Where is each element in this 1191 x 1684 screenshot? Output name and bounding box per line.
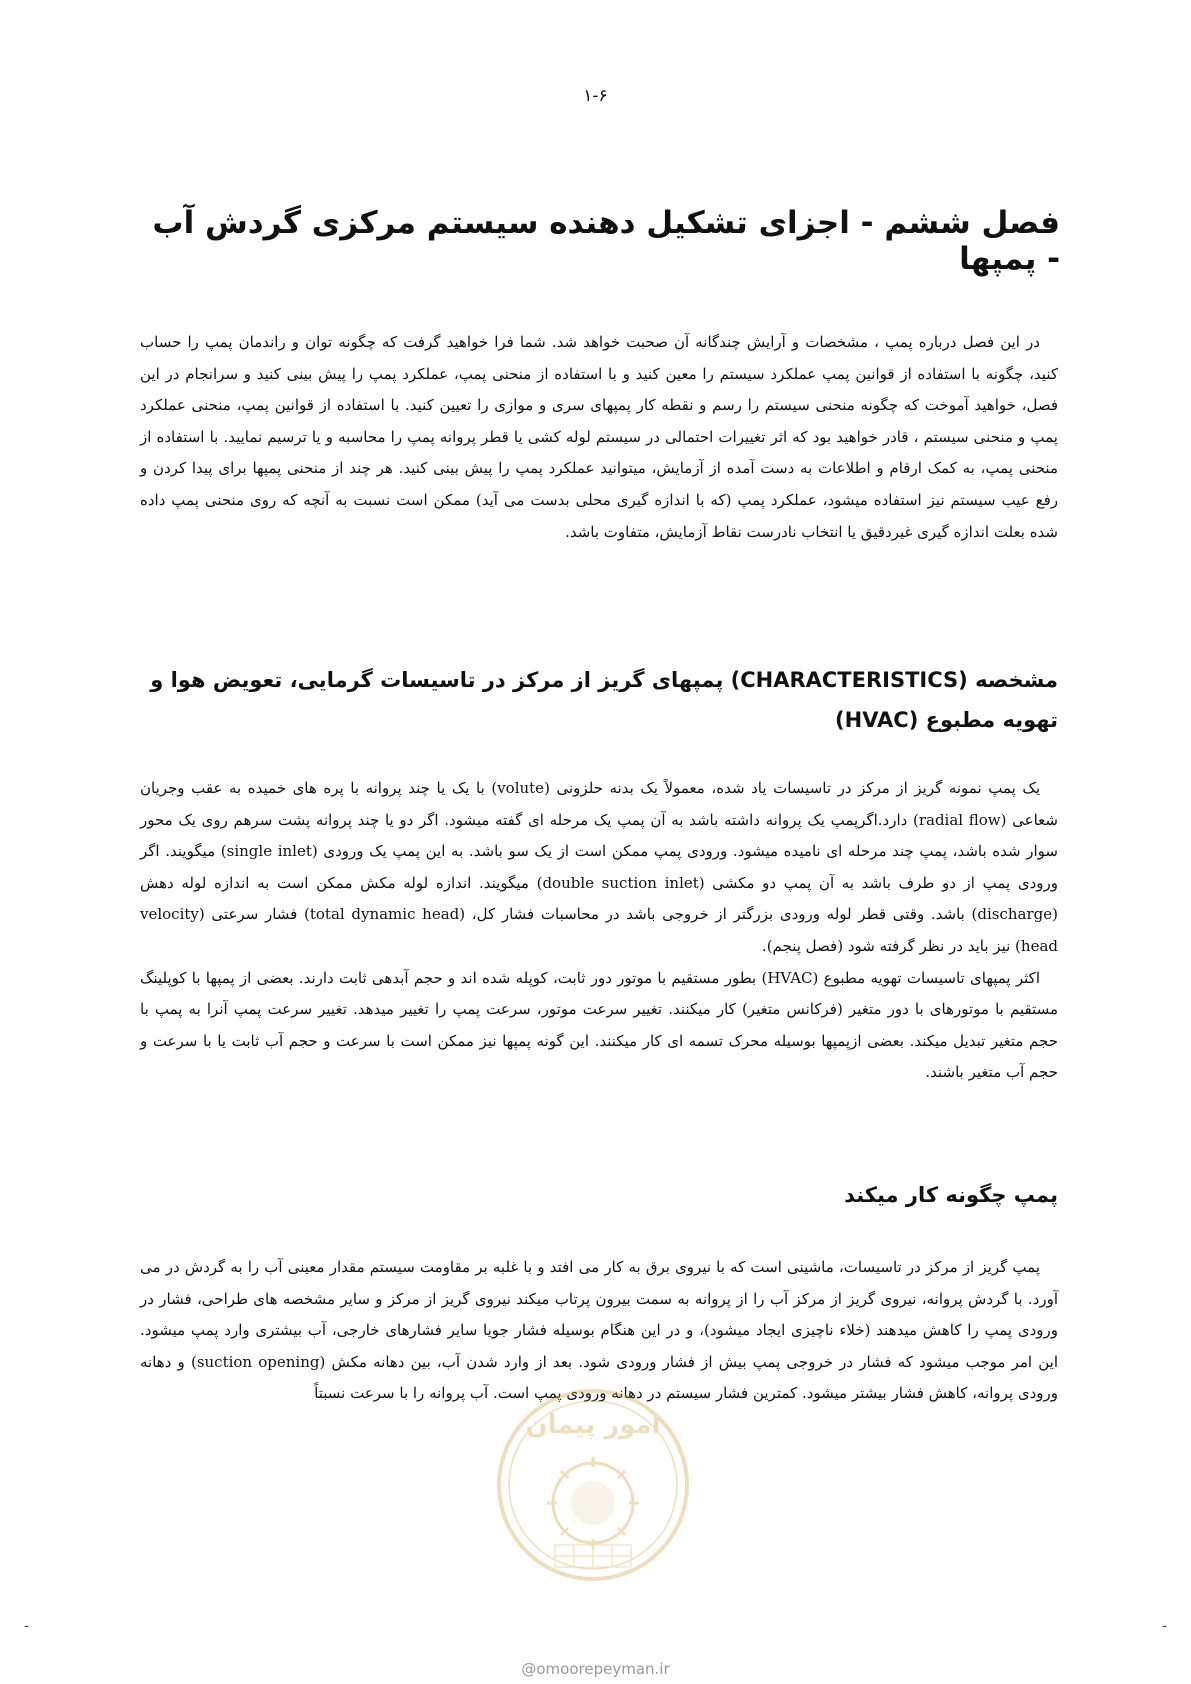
section-heading-characteristics: مشخصه (CHARACTERISTICS) پمپهای گریز از مرکز در تاسیسات گرمایی، تعویض هوا و تهویه مطبوع (HVAC): [150, 668, 1058, 732]
right-edge-mark: -: [1162, 1618, 1167, 1634]
footer-site-url: @omoorepeyman.ir: [521, 1660, 670, 1678]
how-it-works-paragraph-text: پمپ گریز از مرکز در تاسیسات، ماشینی است که با نیروی برق به کار می افتد و با غلبه بر مقاومت سیستم مقدار معینی آب را به گردش در می آورد. با گردش پروانه، نیروی گریز از مرکز آب را از پروانه به سمت بیرون پرتاب میکند نیروی گریز از مرکز و سایر مشخصه های طراحی، فشار در ورودی پمپ را کاهش میدهند (خلاء ناچیزی ایجاد میشود)، و در این هنگام بوسیله فشار جویا سایر فشارهای خارجی، آب بیشتری وارد پمپ میشود. این امر موجب میشود که فشار در خروجی پمپ بیش از فشار ورودی شود. بعد از وارد شدن آب، بین دهانه مکش (suction opening) و دهانه ورودی پروانه، کاهش فشار بیشتر میشود. کمترین فشار سیستم در دهانه ورودی پمپ است. آب پروانه را با سرعت نسبتاً: [140, 1258, 1058, 1403]
chapter-title: فصل ششم - اجزای تشکیل دهنده سیستم مرکزی گردش آب - پمپها: [152, 205, 1060, 277]
characteristics-paragraph-text: یک پمپ نمونه گریز از مرکز در تاسیسات یاد شده، معمولاً یک بدنه حلزونی (volute) با یک یا چند پروانه با پره های خمیده به عقب وجریان شعاعی (radial flow) دارد.اگرپمپ یک پروانه داشته باشد به آن پمپ یک مرحله ای گفته میشود. اگر دو یا چند پروانه پشت سرهم روی یک محور سوار شده باشد، پمپ چند مرحله ای نامیده میشود. ورودی پمپ ممکن است از یک سو باشد. به این پمپ یک ورودی (single inlet) میگویند. اگر ورودی پمپ از دو طرف باشد به آن پمپ دو مکشی (double suction inlet) میگویند. اندازه لوله مکش ممکن است به اندازه لوله دهش (discharge) باشد. وقتی قطر لوله ورودی بزرگتر از خروجی باشد در محاسبات فشار کل، (total dynamic head) فشار سرعتی (velocity head) نیز باید در نظر گرفته شود (فصل پنجم).: [140, 779, 1059, 955]
intro-paragraph-text: در این فصل درباره پمپ ، مشخصات و آرایش چندگانه آن صحبت خواهد شد. شما فرا خواهید گرفت که چگونه توان و راندمان پمپ را حساب کنید، چگونه با استفاده از قوانین پمپ عملکرد سیستم را معین کنید و با استفاده از منحنی پمپ، عملکرد پمپ را پیش بینی کنید و سرانجام در این فصل، خواهید آموخت که چگونه منحنی سیستم را رسم و نقطه کار پمپهای سری و موازی را تعیین کنید. با استفاده از قوانین پمپ، منحنی عملکرد پمپ و منحنی سیستم ، قادر خواهید بود که اثر تغییرات احتمالی در سیستم لوله کشی یا قطر پروانه پمپ را محاسبه و یا ترسیم نمایید. با استفاده از منحنی پمپ، به کمک ارقام و اطلاعات به دست آمده از آزمایش، میتوانید عملکرد پمپ را پیش بینی کنید. هر چند از منحنی پمپها برای پیدا کردن و رفع عیب سیستم نیز استفاده میشود، عملکرد پمپ (که با اندازه گیری محلی بدست می آید) ممکن است نسبت به آنچه که روی منحنی پمپ داده شده بعلت اندازه گیری غیردقیق یا انتخاب نادرست نقاط آزمایش، متفاوت باشد.: [140, 333, 1058, 541]
page-number: ۱-۶: [583, 86, 608, 106]
svg-text:امور پیمان: امور پیمان: [525, 1410, 661, 1440]
watermark-seal-icon: [493, 1385, 693, 1585]
hvac-paragraph-text: اکثر پمپهای تاسیسات تهویه مطبوع (HVAC) بطور مستقیم با موتور دور ثابت، کوپله شده اند و حجم آبدهی ثابت دارند. بعضی از پمپها با کوپلینگ مستقیم با موتورهای با دور متغیر (فرکانس متغیر) کار میکنند. تغییر سرعت موتور، سرعت پمپ را تغییر میدهد. تغییر سرعت پمپ آنرا به پمپ با حجم متغیر تبدیل میکند. بعضی ازپمپها بوسیله محرک تسمه ای کار میکنند. این گونه پمپها نیز ممکن است با سرعت و حجم آب ثابت یا با سرعت و حجم آب متغیر باشند.: [140, 968, 1058, 1082]
characteristics-paragraph: [140, 773, 1058, 963]
how-it-works-heading-block: [140, 1175, 1058, 1215]
intro-paragraph-block: [140, 327, 1058, 548]
characteristics-paragraph-block: [140, 773, 1058, 1089]
hvac-paragraph: [140, 963, 1058, 1089]
intro-paragraph: [140, 327, 1058, 548]
left-edge-mark: -: [24, 1618, 29, 1634]
characteristics-heading-block: [140, 660, 1058, 740]
section-heading-how-it-works: پمپ چگونه کار میکند: [844, 1183, 1058, 1207]
